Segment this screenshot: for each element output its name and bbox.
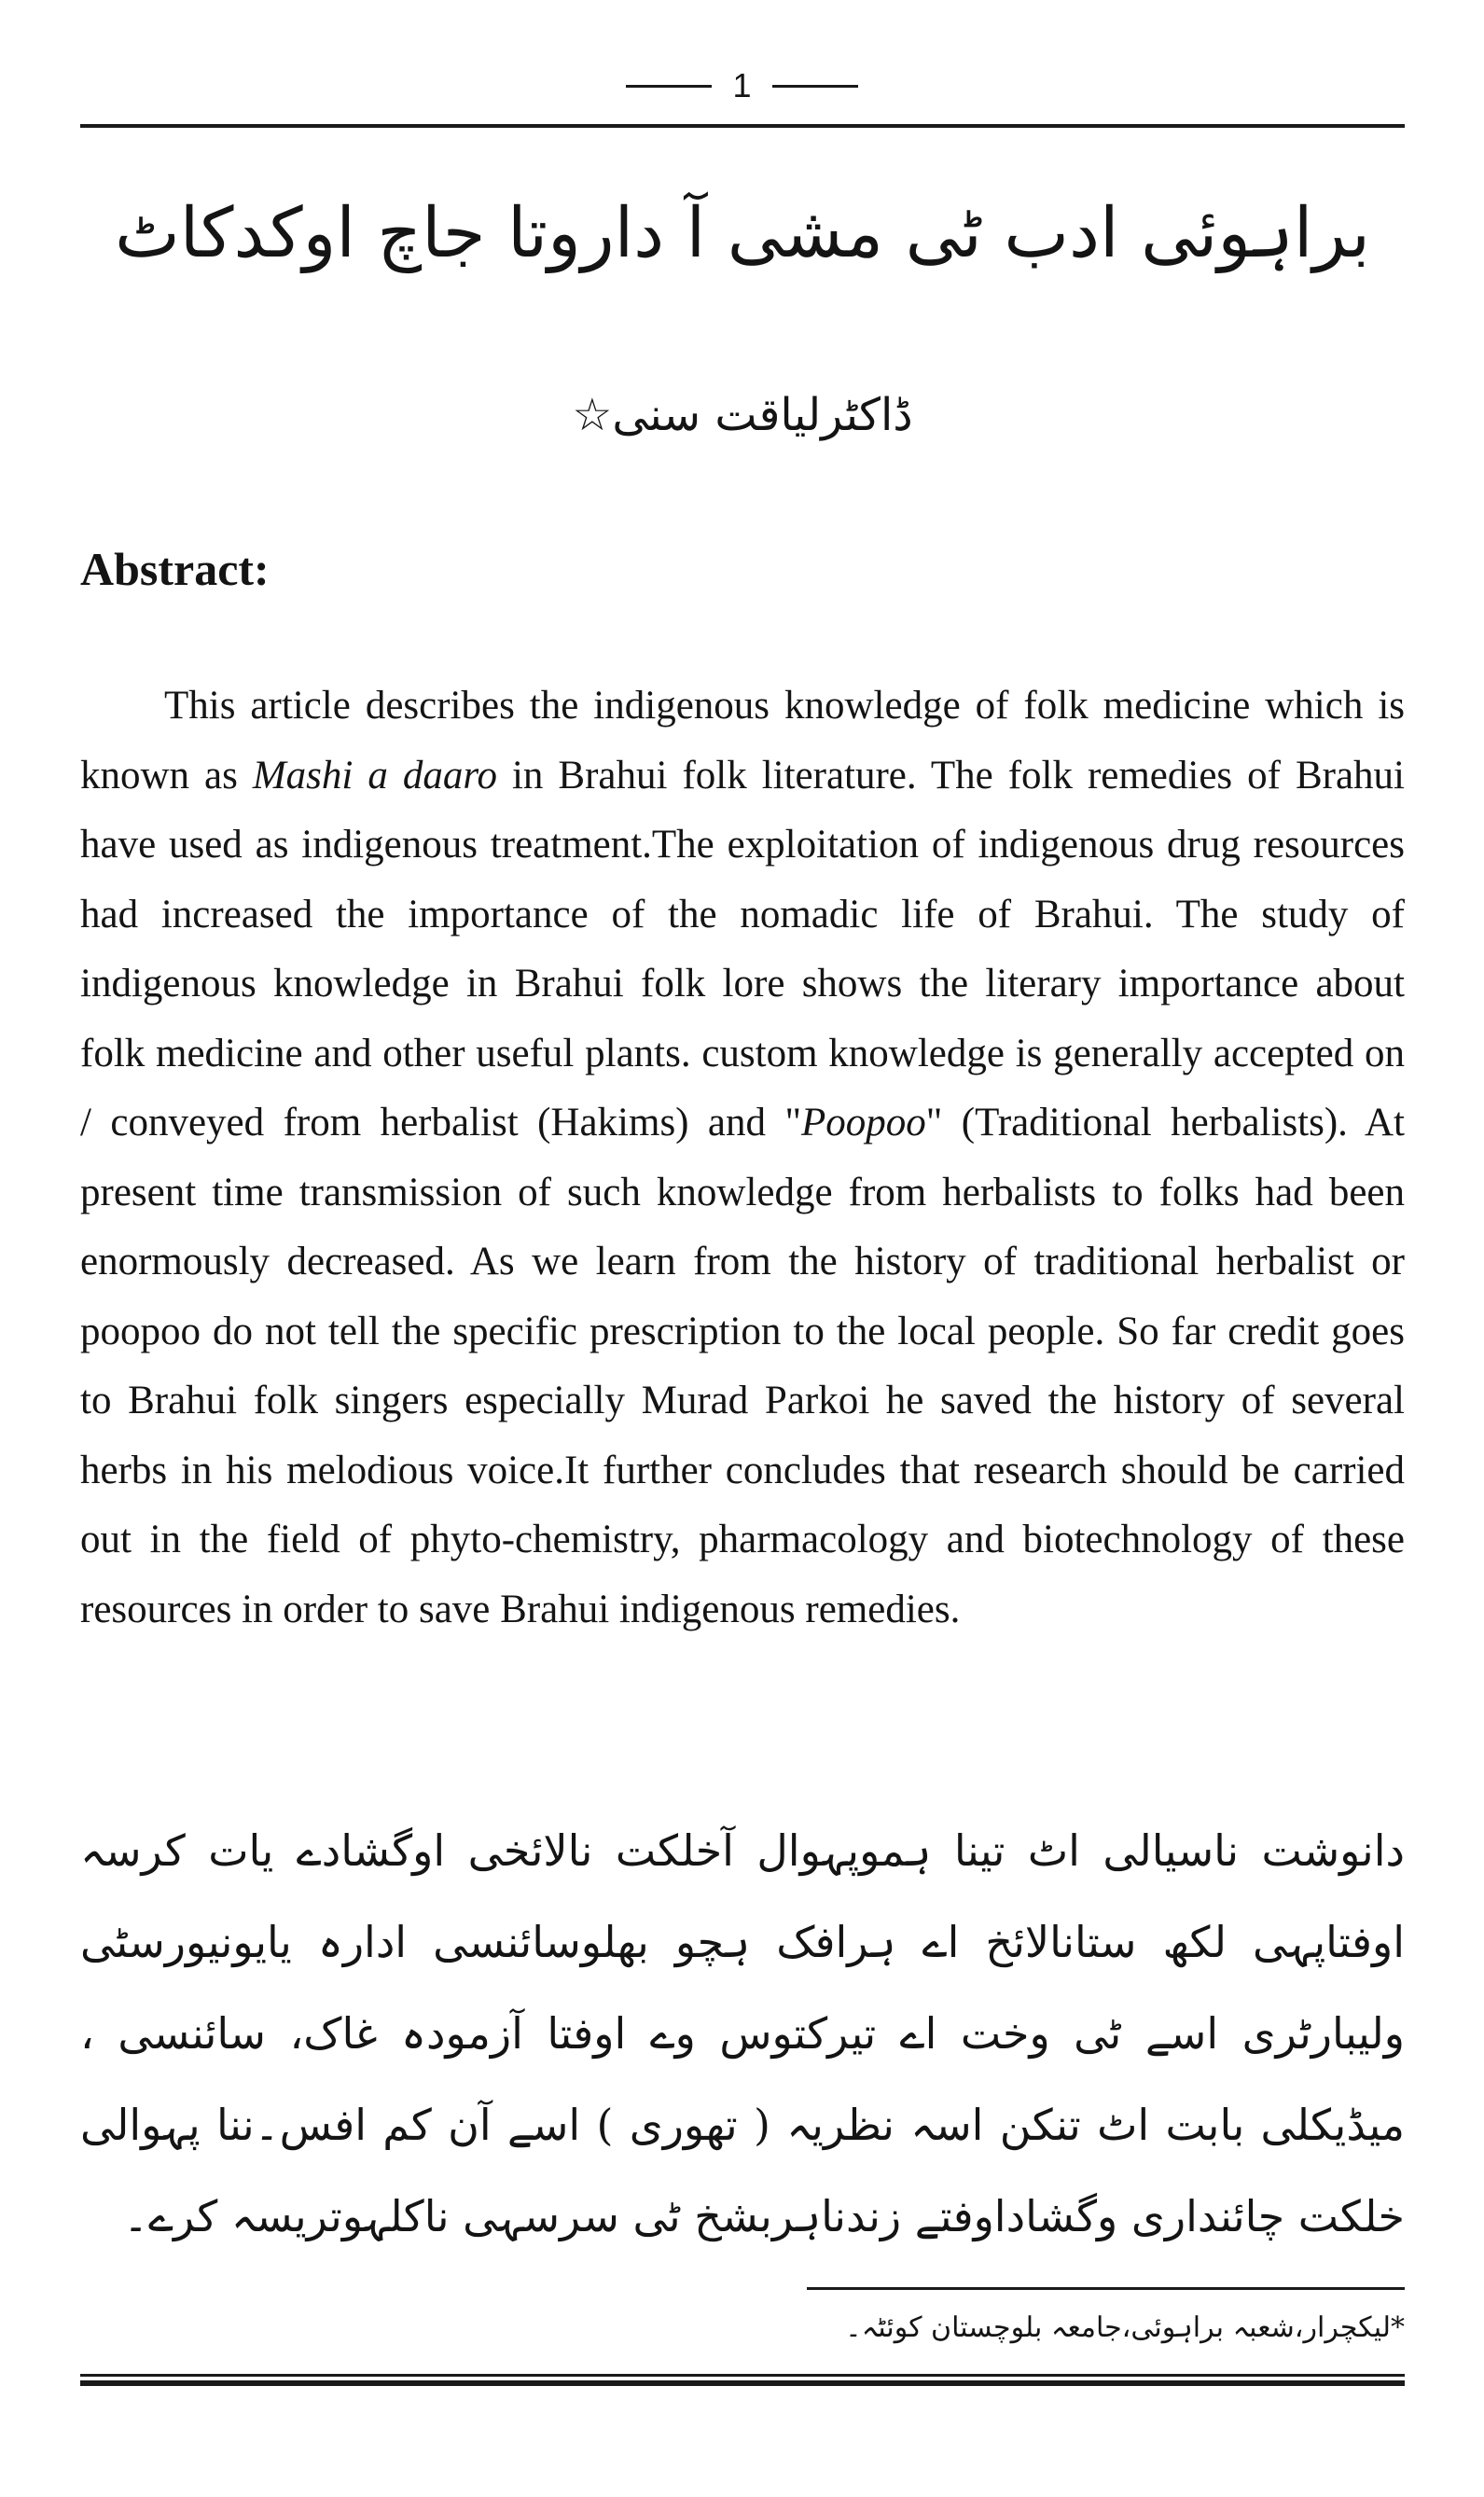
abstract-italic-term: Poopoo [801, 1101, 926, 1144]
author-name-urdu: ڈاکٹرلیاقت سنی☆ [572, 389, 913, 441]
footer-rule-thick [80, 2380, 1405, 2386]
footer-rule-thin [80, 2374, 1405, 2377]
abstract-body [80, 672, 1405, 1644]
header-rule [80, 124, 1405, 128]
page-number: 1 [732, 66, 752, 104]
author-affiliation-footnote: *لیکچرار،شعبہ براہوئی،جامعہ بلوچستان کوئٹہ۔ [845, 2311, 1405, 2344]
abstract-segment: " (Traditional herbalists). At present time transmission of such knowledge from herbalists to folks had been enormously decreased. As we learn from the history of traditional herbalist or poopoo do not tell the specific prescription to the local people. So far credit goes to Brahui folk singers especially Murad Parkoi he saved the history of several herbs in his melodious voice.It further concludes that research should be carried out in the field of phyto-chemistry, pharmacology and biotechnology of these resources in order to save Brahui indigenous remedies. [80, 1101, 1405, 1631]
abstract-heading: Abstract: [80, 543, 270, 595]
urdu-body-paragraph: دانوشت ناسیالی اٹ تینا ہموپہوال آخلکت نالائخی اوگشادے یات کرسہ اوفتاپہی لکھ ستانالائخ اے ہرافک ہچو بھلوسائنسی ادارہ یایونیورسٹی ولیبارٹری اسے ٹی وخت اے تیرکتوس وے اوفتا آزمودہ غاک، سائنسی ، میڈیکلی بابت اٹ تنکن اسہ نظریہ ( تھوری ) اسے آن کم افس۔ننا پہوالی خلکت چائنداری وگشاداوفتے زندناہربشخ ٹی سرسہی ناکلہوتریسہ کرے۔ [80, 1825, 1405, 2241]
abstract-segment: This article describes the indigenous knowledge of folk medicine which is known as [80, 684, 1405, 798]
footnote-rule [807, 2287, 1405, 2290]
page-number-header [0, 58, 1484, 114]
right-dash-divider [772, 85, 858, 88]
abstract-italic-term: Mashi a daaro [252, 753, 497, 798]
left-dash-divider [626, 85, 712, 88]
article-title-urdu: براہوئی ادب ٹی مشی آ داروتا جاچ اوکدکاٹ [115, 193, 1370, 273]
abstract-segment: in Brahui folk literature. The folk remedies of Brahui have used as indigenous treatment.The exploitation of indigenous drug resources had increased the importance of the nomadic life of Brahui. The study of indigenous knowledge in Brahui folk lore shows the literary importance about folk medicine and other useful plants. custom knowledge is generally accepted on / conveyed from herbalist (Hakims) and " [80, 753, 1405, 1144]
